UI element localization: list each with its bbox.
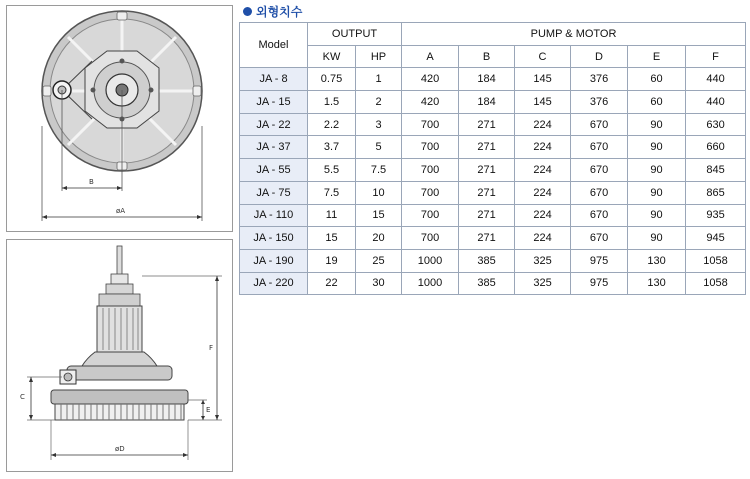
b-cell: 385	[459, 249, 515, 272]
model-cell: JA - 190	[240, 249, 308, 272]
table-row	[240, 249, 746, 272]
e-cell: 60	[628, 91, 686, 114]
header-d: D	[571, 45, 628, 68]
f-cell: 630	[686, 113, 746, 136]
kw-cell: 0.75	[308, 68, 356, 91]
e-cell: 60	[628, 68, 686, 91]
label-d-text: D	[119, 445, 125, 453]
hp-cell: 2	[356, 91, 402, 114]
c-cell: 145	[515, 68, 571, 91]
a-cell: 700	[402, 181, 459, 204]
model-cell: JA - 55	[240, 159, 308, 182]
header-e: E	[628, 45, 686, 68]
hp-cell: 10	[356, 181, 402, 204]
table-row	[240, 91, 746, 114]
f-cell: 865	[686, 181, 746, 204]
kw-cell: 15	[308, 227, 356, 250]
header-hp: HP	[356, 45, 402, 68]
f-cell: 945	[686, 227, 746, 250]
header-a: A	[402, 45, 459, 68]
header-b: B	[459, 45, 515, 68]
d-cell: 670	[571, 181, 628, 204]
model-cell: JA - 37	[240, 136, 308, 159]
model-cell: JA - 150	[240, 227, 308, 250]
f-cell: 1058	[686, 272, 746, 295]
e-cell: 130	[628, 249, 686, 272]
b-cell: 184	[459, 91, 515, 114]
label-b: B	[89, 178, 94, 186]
model-cell: JA - 15	[240, 91, 308, 114]
a-cell: 420	[402, 68, 459, 91]
hp-cell: 20	[356, 227, 402, 250]
d-cell: 670	[571, 159, 628, 182]
header-row-1	[240, 23, 746, 46]
model-cell: JA - 75	[240, 181, 308, 204]
side-view-drawing	[6, 239, 233, 472]
kw-cell: 1.5	[308, 91, 356, 114]
b-cell: 385	[459, 272, 515, 295]
a-cell: 420	[402, 91, 459, 114]
table-row	[240, 181, 746, 204]
d-cell: 670	[571, 113, 628, 136]
b-cell: 271	[459, 181, 515, 204]
e-cell: 90	[628, 136, 686, 159]
c-cell: 224	[515, 181, 571, 204]
header-output: OUTPUT	[308, 23, 402, 46]
diameter-symbol: ø	[115, 445, 120, 453]
a-cell: 700	[402, 113, 459, 136]
c-cell: 224	[515, 136, 571, 159]
table-row	[240, 204, 746, 227]
table-row	[240, 136, 746, 159]
model-cell: JA - 8	[240, 68, 308, 91]
f-cell: 1058	[686, 249, 746, 272]
d-cell: 975	[571, 249, 628, 272]
hp-cell: 3	[356, 113, 402, 136]
kw-cell: 7.5	[308, 181, 356, 204]
c-cell: 224	[515, 113, 571, 136]
table-row	[240, 113, 746, 136]
d-cell: 670	[571, 204, 628, 227]
c-cell: 224	[515, 204, 571, 227]
e-cell: 90	[628, 159, 686, 182]
hp-cell: 15	[356, 204, 402, 227]
section-title-text: 외형치수	[256, 4, 303, 19]
header-c: C	[515, 45, 571, 68]
c-cell: 145	[515, 91, 571, 114]
c-cell: 224	[515, 159, 571, 182]
top-view-svg	[7, 6, 232, 231]
header-pump-motor: PUMP & MOTOR	[402, 23, 746, 46]
f-cell: 440	[686, 68, 746, 91]
a-cell: 700	[402, 204, 459, 227]
label-c: C	[20, 393, 25, 401]
b-cell: 271	[459, 113, 515, 136]
label-a-text: A	[120, 207, 126, 215]
kw-cell: 2.2	[308, 113, 356, 136]
hp-cell: 30	[356, 272, 402, 295]
hp-cell: 25	[356, 249, 402, 272]
header-kw: KW	[308, 45, 356, 68]
side-view-svg	[7, 240, 232, 471]
table-row	[240, 227, 746, 250]
d-cell: 376	[571, 68, 628, 91]
model-cell: JA - 110	[240, 204, 308, 227]
top-view-drawing	[6, 5, 233, 232]
bullet-icon	[243, 7, 252, 16]
diameter-symbol: ø	[116, 207, 121, 215]
d-cell: 376	[571, 91, 628, 114]
e-cell: 90	[628, 113, 686, 136]
table-row	[240, 68, 746, 91]
c-cell: 224	[515, 227, 571, 250]
label-d	[115, 445, 125, 453]
a-cell: 700	[402, 227, 459, 250]
e-cell: 130	[628, 272, 686, 295]
label-a	[116, 207, 125, 215]
hp-cell: 5	[356, 136, 402, 159]
d-cell: 975	[571, 272, 628, 295]
kw-cell: 11	[308, 204, 356, 227]
kw-cell: 22	[308, 272, 356, 295]
header-row-2	[240, 45, 746, 68]
a-cell: 1000	[402, 249, 459, 272]
hp-cell: 1	[356, 68, 402, 91]
b-cell: 184	[459, 68, 515, 91]
header-model: Model	[240, 23, 308, 68]
f-cell: 660	[686, 136, 746, 159]
kw-cell: 3.7	[308, 136, 356, 159]
section-title	[243, 2, 302, 20]
a-cell: 700	[402, 159, 459, 182]
kw-cell: 5.5	[308, 159, 356, 182]
c-cell: 325	[515, 249, 571, 272]
f-cell: 935	[686, 204, 746, 227]
b-cell: 271	[459, 227, 515, 250]
e-cell: 90	[628, 227, 686, 250]
model-cell: JA - 220	[240, 272, 308, 295]
label-e: E	[206, 406, 211, 414]
label-f: F	[209, 344, 214, 352]
c-cell: 325	[515, 272, 571, 295]
b-cell: 271	[459, 159, 515, 182]
b-cell: 271	[459, 204, 515, 227]
d-cell: 670	[571, 227, 628, 250]
f-cell: 845	[686, 159, 746, 182]
table-row	[240, 159, 746, 182]
a-cell: 1000	[402, 272, 459, 295]
f-cell: 440	[686, 91, 746, 114]
spec-table	[239, 22, 746, 295]
model-cell: JA - 22	[240, 113, 308, 136]
e-cell: 90	[628, 181, 686, 204]
a-cell: 700	[402, 136, 459, 159]
b-cell: 271	[459, 136, 515, 159]
hp-cell: 7.5	[356, 159, 402, 182]
d-cell: 670	[571, 136, 628, 159]
kw-cell: 19	[308, 249, 356, 272]
e-cell: 90	[628, 204, 686, 227]
header-f: F	[686, 45, 746, 68]
table-row	[240, 272, 746, 295]
